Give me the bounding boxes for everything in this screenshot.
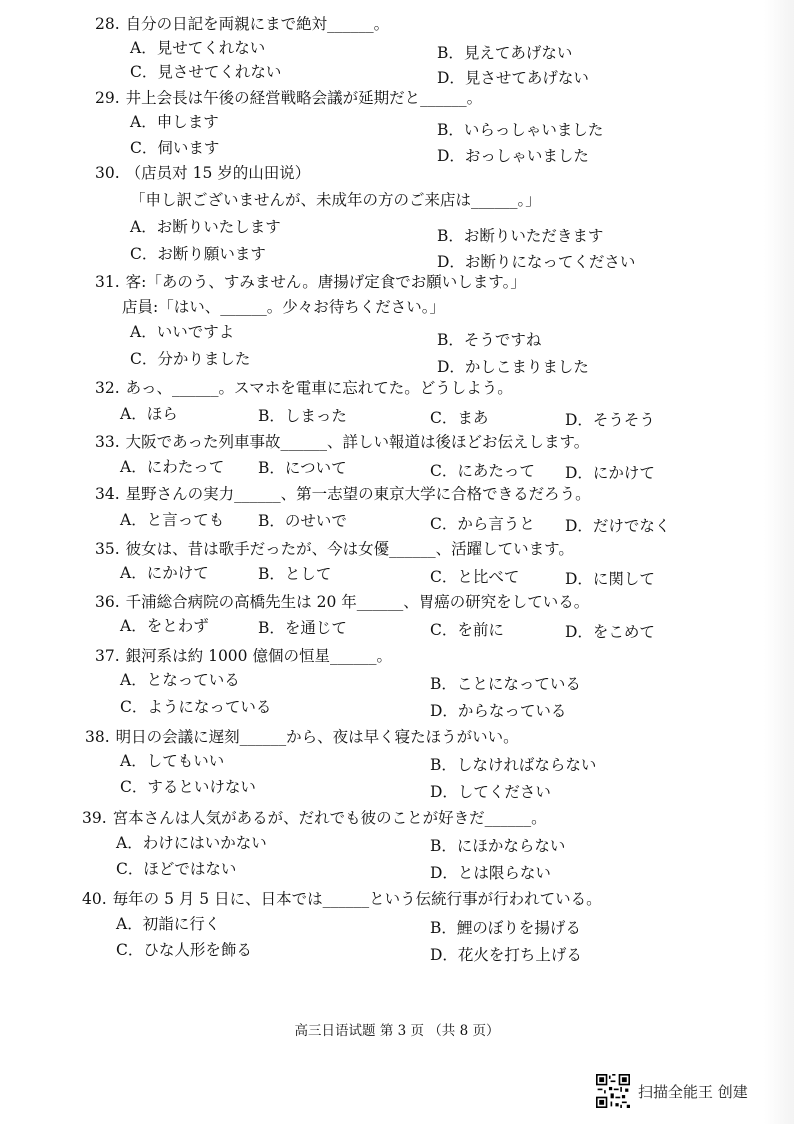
question-35-option-d[interactable]: D．に関して (565, 570, 655, 588)
question-29-stem: 29. 井上会長は午後の経営戦略会議が延期だと______。 (95, 89, 483, 107)
question-34-option-d[interactable]: D．だけでなく (565, 517, 671, 535)
question-31-option-a[interactable]: A．いいですよ (130, 323, 235, 341)
question-36-stem: 36. 千浦総合病院の高橋先生は 20 年______、胃癌の研究をしている。 (95, 593, 590, 611)
question-35-option-b[interactable]: B．として (258, 565, 332, 583)
question-35-stem: 35. 彼女は、昔は歌手だったが、今は女優______、活躍しています。 (95, 540, 574, 558)
question-36-option-c[interactable]: C．を前に (430, 621, 504, 639)
question-33-option-c[interactable]: C．にあたって (430, 462, 535, 480)
question-30-option-d[interactable]: D．お断りになってください (437, 253, 636, 271)
question-35-option-a[interactable]: A．にかけて (120, 564, 209, 582)
question-32-option-b[interactable]: B．しまった (258, 407, 347, 425)
question-28-option-a[interactable]: A．見せてくれない (130, 39, 266, 57)
question-38-option-b[interactable]: B．しなければならない (430, 756, 597, 774)
question-37-option-d[interactable]: D．からなっている (430, 702, 567, 720)
question-28-option-d[interactable]: D．見させてあげない (437, 69, 589, 87)
question-33-option-d[interactable]: D．にかけて (565, 464, 655, 482)
question-29-option-c[interactable]: C．伺います (130, 139, 220, 157)
question-32-stem: 32. あっ、______。スマホを電車に忘れてた。どうしよう。 (95, 379, 513, 397)
page-footer: 高三日语试题 第 3 页 （共 8 页） (294, 1023, 500, 1039)
question-31-stem-line-2: 店員:「はい、______。少々お待ちください。」 (122, 298, 445, 316)
question-32-option-d[interactable]: D．そうそう (565, 411, 655, 429)
question-40-option-a[interactable]: A．初詣に行く (116, 915, 221, 933)
question-28-option-b[interactable]: B．見えてあげない (437, 44, 573, 62)
question-38-option-c[interactable]: C．するといけない (120, 778, 256, 796)
question-28-stem: 28. 自分の日記を両親にまで絶対______。 (95, 15, 390, 33)
question-39-option-c[interactable]: C．ほどではない (116, 860, 237, 878)
question-33-option-b[interactable]: B．について (258, 459, 347, 477)
question-29-option-d[interactable]: D．おっしゃいました (437, 147, 589, 165)
question-37-option-b[interactable]: B．ことになっている (430, 675, 581, 693)
question-36-option-d[interactable]: D．をこめて (565, 623, 655, 641)
qr-code-icon (596, 1074, 630, 1108)
question-31-option-d[interactable]: D．かしこまりました (437, 358, 589, 376)
question-29-option-a[interactable]: A．申します (130, 113, 219, 131)
question-39-stem: 39. 宮本さんは人気があるが、だれでも彼のことが好きだ______。 (82, 809, 547, 827)
question-37-option-a[interactable]: A．となっている (120, 671, 240, 689)
watermark-text: 扫描全能王 创建 (638, 1082, 748, 1101)
question-30-option-c[interactable]: C．お断り願います (130, 245, 266, 263)
question-33-option-a[interactable]: A．にわたって (120, 458, 225, 476)
question-40-stem: 40. 毎年の 5 月 5 日に、日本では______という伝統行事が行われている。 (82, 890, 602, 908)
question-31-option-c[interactable]: C．分かりました (130, 350, 251, 368)
question-30-option-b[interactable]: B．お断りいただきます (437, 227, 604, 245)
question-35-option-c[interactable]: C．と比べて (430, 568, 520, 586)
question-38-option-d[interactable]: D．してください (430, 783, 551, 801)
question-31-option-b[interactable]: B．そうですね (437, 331, 542, 349)
question-40-option-d[interactable]: D．花火を打ち上げる (430, 946, 582, 964)
question-38-stem: 38. 明日の会議に遅刻______から、夜は早く寝たほうがいい。 (85, 728, 519, 746)
scanner-watermark (596, 1074, 748, 1108)
question-38-option-a[interactable]: A．してもいい (120, 752, 225, 770)
question-39-option-b[interactable]: B．にほかならない (430, 837, 566, 855)
question-40-option-b[interactable]: B．鯉のぼりを揚げる (430, 919, 581, 937)
question-36-option-b[interactable]: B．を通じて (258, 619, 347, 637)
question-39-option-a[interactable]: A．わけにはいかない (116, 834, 267, 852)
question-32-option-a[interactable]: A．ほら (120, 405, 178, 423)
question-30-stem: 30. （店员对 15 岁的山田说） (95, 164, 311, 182)
question-36-option-a[interactable]: A．をとわず (120, 617, 209, 635)
question-34-option-c[interactable]: C．から言うと (430, 515, 535, 533)
question-39-option-d[interactable]: D．とは限らない (430, 864, 551, 882)
question-32-option-c[interactable]: C．まあ (430, 409, 489, 427)
question-34-option-a[interactable]: A．と言っても (120, 511, 225, 529)
question-29-option-b[interactable]: B．いらっしゃいました (437, 121, 604, 139)
question-28-option-c[interactable]: C．見させてくれない (130, 63, 282, 81)
question-30-stem-line-2: 「申し訳ございませんが、未成年の方のご来店は______。」 (130, 191, 541, 209)
scan-edge-shadow (764, 0, 794, 1124)
question-37-stem: 37. 銀河系は約 1000 億個の恒星______。 (95, 647, 392, 665)
question-40-option-c[interactable]: C．ひな人形を飾る (116, 941, 252, 959)
question-33-stem: 33. 大阪であった列車事故______、詳しい報道は後ほどお伝えします。 (95, 433, 590, 451)
question-37-option-c[interactable]: C．ようになっている (120, 698, 272, 716)
question-30-option-a[interactable]: A．お断りいたします (130, 218, 281, 236)
question-34-stem: 34. 星野さんの実力______、第一志望の東京大学に合格できるだろう。 (95, 485, 591, 503)
question-31-stem: 31. 客:「あのう、すみません。唐揚げ定食でお願いします。」 (95, 273, 526, 291)
question-34-option-b[interactable]: B．のせいで (258, 512, 347, 530)
